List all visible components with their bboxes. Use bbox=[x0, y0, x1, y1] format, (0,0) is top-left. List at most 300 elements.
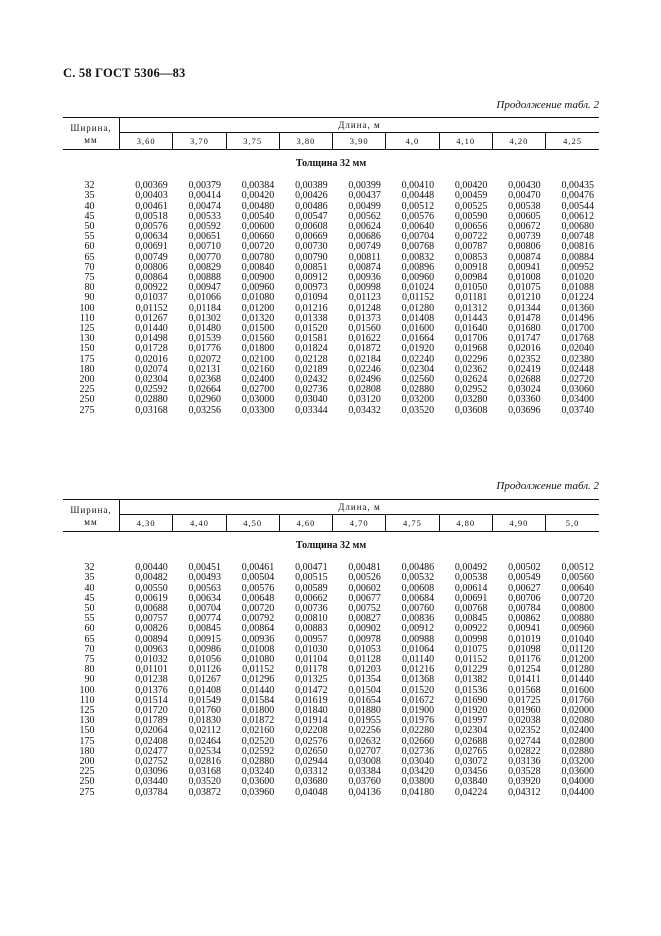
volume-value: 0,00806 bbox=[135, 261, 168, 273]
volume-value: 0,02074 bbox=[135, 363, 168, 375]
width-value: 55 bbox=[84, 231, 95, 243]
width-value: 70 bbox=[84, 643, 95, 655]
width-value: 75 bbox=[84, 272, 95, 284]
volume-value: 0,01128 bbox=[348, 654, 381, 666]
volume-value: 0,04224 bbox=[454, 786, 488, 798]
volume-value: 0,01368 bbox=[401, 674, 435, 686]
volume-value: 0,00608 bbox=[401, 582, 435, 594]
volume-value: 0,00399 bbox=[348, 180, 381, 192]
volume-value: 0,01181 bbox=[455, 292, 488, 304]
volume-value: 0,01496 bbox=[561, 312, 594, 324]
volume-value: 0,01053 bbox=[348, 643, 381, 655]
volume-value: 0,00862 bbox=[508, 613, 541, 625]
volume-value: 0,02368 bbox=[188, 374, 222, 386]
volume-value: 0,02520 bbox=[241, 735, 275, 747]
volume-value: 0,01238 bbox=[135, 674, 168, 686]
volume-value: 0,00912 bbox=[295, 272, 328, 284]
volume-value: 0,00640 bbox=[561, 582, 594, 594]
volume-value: 0,00840 bbox=[241, 261, 275, 273]
volume-value: 0,02040 bbox=[561, 343, 594, 355]
volume-value: 0,02944 bbox=[295, 756, 328, 768]
volume-value: 0,01664 bbox=[401, 333, 435, 345]
volume-value: 0,00827 bbox=[348, 613, 381, 625]
volume-value: 0,00379 bbox=[188, 180, 222, 192]
volume-value: 0,00806 bbox=[508, 241, 541, 253]
volume-value: 0,00874 bbox=[508, 251, 541, 263]
volume-value: 0,00957 bbox=[295, 633, 328, 645]
volume-value: 0,01824 bbox=[295, 343, 328, 355]
weight-table-1 bbox=[63, 117, 599, 416]
table-header bbox=[63, 118, 599, 150]
volume-value: 0,01976 bbox=[401, 715, 435, 727]
volume-value: 0,03456 bbox=[454, 766, 488, 778]
table-continuation-caption: Продолжение табл. 2 bbox=[496, 99, 599, 111]
volume-value: 0,02624 bbox=[454, 374, 488, 386]
volume-value: 0,01840 bbox=[295, 705, 328, 717]
volume-value: 0,03280 bbox=[454, 394, 488, 406]
thickness-section-row bbox=[63, 532, 599, 564]
volume-value: 0,00538 bbox=[454, 572, 488, 584]
volume-value: 0,01654 bbox=[348, 694, 381, 706]
volume-value: 0,01152 bbox=[242, 664, 275, 676]
volume-value: 0,00384 bbox=[241, 180, 275, 192]
volume-value: 0,01152 bbox=[455, 654, 488, 666]
volume-value: 0,01080 bbox=[241, 292, 275, 304]
volume-value: 0,00544 bbox=[561, 200, 594, 212]
volume-value: 0,01344 bbox=[508, 302, 541, 314]
volume-value: 0,01296 bbox=[241, 674, 275, 686]
length-value: 3,90 bbox=[333, 133, 386, 150]
header-row bbox=[63, 500, 599, 515]
volume-value: 0,01152 bbox=[135, 302, 168, 314]
volume-value: 0,00502 bbox=[508, 562, 541, 574]
volume-value: 0,00691 bbox=[454, 592, 488, 604]
volume-value: 0,00922 bbox=[135, 282, 168, 294]
volume-value: 0,02064 bbox=[135, 725, 168, 737]
volume-value: 0,00936 bbox=[348, 272, 381, 284]
width-value: 80 bbox=[84, 282, 95, 294]
volume-value: 0,01768 bbox=[561, 333, 594, 345]
volume-value: 0,01968 bbox=[454, 343, 488, 355]
volume-value: 0,00549 bbox=[508, 572, 541, 584]
volume-value: 0,02632 bbox=[348, 735, 381, 747]
volume-value: 0,01312 bbox=[454, 302, 488, 314]
volume-value: 0,00499 bbox=[348, 200, 381, 212]
volume-value: 0,01955 bbox=[348, 715, 381, 727]
volume-value: 0,00941 bbox=[508, 261, 541, 273]
volume-value: 0,02448 bbox=[561, 363, 594, 375]
volume-value: 0,02720 bbox=[561, 374, 594, 386]
volume-value: 0,03520 bbox=[401, 404, 435, 416]
volume-value: 0,00481 bbox=[348, 562, 381, 574]
volume-value: 0,00515 bbox=[295, 572, 328, 584]
volume-value: 0,01320 bbox=[241, 312, 275, 324]
volume-value: 0,01248 bbox=[348, 302, 381, 314]
length-value: 4,50 bbox=[226, 515, 279, 532]
volume-value: 0,02304 bbox=[135, 374, 168, 386]
width-value: 150 bbox=[79, 343, 95, 355]
width-value: 90 bbox=[84, 292, 95, 304]
volume-value: 0,03920 bbox=[508, 776, 541, 788]
volume-value: 0,01080 bbox=[241, 654, 275, 666]
volume-value: 0,01539 bbox=[188, 333, 222, 345]
weight-table-2 bbox=[63, 499, 599, 798]
width-value: 35 bbox=[84, 190, 95, 202]
volume-value: 0,02700 bbox=[241, 384, 275, 396]
volume-value: 0,01030 bbox=[295, 643, 328, 655]
volume-value: 0,02808 bbox=[348, 384, 381, 396]
volume-value: 0,00437 bbox=[348, 190, 381, 202]
volume-value: 0,01094 bbox=[295, 292, 328, 304]
volume-value: 0,00730 bbox=[295, 241, 328, 253]
volume-value: 0,00627 bbox=[508, 582, 541, 594]
length-value: 4,20 bbox=[492, 133, 545, 150]
volume-value: 0,04048 bbox=[295, 786, 328, 798]
volume-value: 0,02496 bbox=[348, 374, 381, 386]
volume-value: 0,00780 bbox=[241, 251, 275, 263]
volume-value: 0,00651 bbox=[188, 231, 222, 243]
volume-value: 0,00691 bbox=[135, 241, 168, 253]
length-header: Длина, м bbox=[120, 500, 600, 515]
volume-value: 0,03432 bbox=[348, 404, 381, 416]
volume-value: 0,01267 bbox=[135, 312, 168, 324]
volume-value: 0,00414 bbox=[188, 190, 222, 202]
volume-value: 0,00470 bbox=[508, 190, 541, 202]
volume-value: 0,00512 bbox=[561, 562, 594, 574]
volume-value: 0,01229 bbox=[454, 664, 488, 676]
volume-value: 0,03600 bbox=[561, 766, 594, 778]
volume-value: 0,00590 bbox=[454, 210, 488, 222]
width-value: 45 bbox=[84, 210, 95, 222]
volume-value: 0,01536 bbox=[454, 684, 488, 696]
volume-value: 0,01101 bbox=[135, 664, 168, 676]
volume-value: 0,02880 bbox=[401, 384, 435, 396]
width-label: Ширина, bbox=[70, 504, 112, 515]
volume-value: 0,01152 bbox=[401, 292, 435, 304]
volume-value: 0,00634 bbox=[188, 592, 222, 604]
width-value: 125 bbox=[79, 705, 95, 717]
volume-value: 0,01075 bbox=[454, 643, 488, 655]
volume-value: 0,03400 bbox=[561, 394, 594, 406]
width-value: 130 bbox=[79, 333, 95, 345]
volume-value: 0,02038 bbox=[508, 715, 541, 727]
volume-value: 0,02400 bbox=[561, 725, 594, 737]
volume-value: 0,00984 bbox=[454, 272, 488, 284]
volume-value: 0,00562 bbox=[348, 210, 381, 222]
volume-value: 0,01872 bbox=[348, 343, 381, 355]
volume-value: 0,01789 bbox=[135, 715, 168, 727]
volume-value: 0,01126 bbox=[188, 664, 222, 676]
table-row bbox=[63, 406, 599, 416]
volume-value: 0,01600 bbox=[401, 323, 435, 335]
volume-value: 0,03136 bbox=[508, 756, 541, 768]
width-unit-label: мм bbox=[84, 134, 98, 145]
volume-value: 0,00941 bbox=[508, 623, 541, 635]
volume-value: 0,01690 bbox=[454, 694, 488, 706]
volume-value: 0,00656 bbox=[454, 221, 488, 233]
width-value: 32 bbox=[84, 180, 95, 192]
volume-value: 0,01050 bbox=[454, 282, 488, 294]
volume-value: 0,00435 bbox=[561, 180, 594, 192]
volume-value: 0,02112 bbox=[188, 725, 222, 737]
volume-value: 0,00461 bbox=[135, 200, 168, 212]
volume-value: 0,03040 bbox=[295, 394, 328, 406]
volume-value: 0,00677 bbox=[348, 592, 381, 604]
volume-value: 0,01830 bbox=[188, 715, 222, 727]
table-continuation-caption: Продолжение табл. 2 bbox=[496, 480, 599, 492]
width-value: 225 bbox=[79, 766, 95, 778]
volume-value: 0,02650 bbox=[295, 745, 328, 757]
volume-value: 0,00547 bbox=[295, 210, 328, 222]
volume-value: 0,02352 bbox=[508, 725, 541, 737]
volume-value: 0,00448 bbox=[401, 190, 435, 202]
volume-value: 0,00560 bbox=[561, 572, 594, 584]
thickness-label: Толщина 32 мм bbox=[295, 158, 367, 169]
volume-value: 0,04312 bbox=[508, 786, 541, 798]
volume-value: 0,00864 bbox=[241, 623, 275, 635]
volume-value: 0,01104 bbox=[295, 654, 328, 666]
volume-value: 0,03520 bbox=[188, 776, 222, 788]
volume-value: 0,01254 bbox=[508, 664, 541, 676]
volume-value: 0,00760 bbox=[401, 603, 435, 615]
width-unit-label: мм bbox=[84, 516, 98, 527]
data-table bbox=[63, 117, 599, 416]
volume-value: 0,02016 bbox=[508, 343, 541, 355]
width-value: 175 bbox=[79, 353, 95, 365]
volume-value: 0,00706 bbox=[508, 592, 541, 604]
volume-value: 0,03256 bbox=[188, 404, 222, 416]
volume-value: 0,03008 bbox=[348, 756, 381, 768]
volume-value: 0,00936 bbox=[241, 633, 275, 645]
volume-value: 0,01440 bbox=[561, 674, 594, 686]
volume-value: 0,03200 bbox=[561, 756, 594, 768]
volume-value: 0,00720 bbox=[561, 592, 594, 604]
length-value: 4,60 bbox=[279, 515, 332, 532]
volume-value: 0,00836 bbox=[401, 613, 435, 625]
width-value: 125 bbox=[79, 323, 95, 335]
length-value: 3,75 bbox=[226, 133, 279, 150]
volume-value: 0,00492 bbox=[454, 562, 488, 574]
volume-value: 0,00662 bbox=[295, 592, 328, 604]
length-values-row bbox=[63, 133, 599, 150]
volume-value: 0,01216 bbox=[401, 664, 435, 676]
volume-value: 0,00757 bbox=[135, 613, 168, 625]
volume-value: 0,02560 bbox=[401, 374, 435, 386]
volume-value: 0,02688 bbox=[508, 374, 541, 386]
volume-value: 0,00389 bbox=[295, 180, 328, 192]
volume-value: 0,01200 bbox=[241, 302, 275, 314]
volume-value: 0,03760 bbox=[348, 776, 381, 788]
width-value: 90 bbox=[84, 674, 95, 686]
length-value: 3,80 bbox=[279, 133, 332, 150]
volume-value: 0,00550 bbox=[135, 582, 168, 594]
volume-value: 0,01680 bbox=[508, 323, 541, 335]
volume-value: 0,00952 bbox=[561, 261, 594, 273]
volume-value: 0,01354 bbox=[348, 674, 381, 686]
volume-value: 0,02800 bbox=[561, 735, 594, 747]
volume-value: 0,00403 bbox=[135, 190, 168, 202]
volume-value: 0,01700 bbox=[561, 323, 594, 335]
volume-value: 0,00912 bbox=[401, 623, 435, 635]
volume-value: 0,01440 bbox=[241, 684, 275, 696]
width-value: 80 bbox=[84, 664, 95, 676]
volume-value: 0,00832 bbox=[401, 251, 435, 263]
volume-value: 0,02016 bbox=[135, 353, 168, 365]
table-body bbox=[63, 532, 599, 798]
thickness-section-row bbox=[63, 150, 599, 182]
volume-value: 0,01960 bbox=[508, 705, 541, 717]
volume-value: 0,00640 bbox=[401, 221, 435, 233]
length-value: 4,70 bbox=[333, 515, 386, 532]
volume-value: 0,02128 bbox=[295, 353, 328, 365]
volume-value: 0,00888 bbox=[188, 272, 222, 284]
volume-value: 0,00518 bbox=[135, 210, 168, 222]
volume-value: 0,03696 bbox=[508, 404, 541, 416]
width-value: 110 bbox=[79, 312, 95, 324]
volume-value: 0,01747 bbox=[508, 333, 541, 345]
width-value: 75 bbox=[84, 654, 95, 666]
volume-value: 0,00792 bbox=[241, 613, 275, 625]
volume-value: 0,02752 bbox=[135, 756, 168, 768]
volume-value: 0,01098 bbox=[508, 643, 541, 655]
volume-value: 0,04000 bbox=[561, 776, 594, 788]
volume-value: 0,03120 bbox=[348, 394, 381, 406]
volume-value: 0,00532 bbox=[401, 572, 435, 584]
volume-value: 0,01040 bbox=[561, 633, 594, 645]
volume-value: 0,02100 bbox=[241, 353, 275, 365]
volume-value: 0,01728 bbox=[135, 343, 168, 355]
volume-value: 0,01880 bbox=[348, 705, 381, 717]
volume-value: 0,00986 bbox=[188, 643, 222, 655]
volume-value: 0,01200 bbox=[561, 654, 594, 666]
volume-value: 0,00669 bbox=[295, 231, 328, 243]
volume-value: 0,00660 bbox=[241, 231, 275, 243]
volume-value: 0,00688 bbox=[135, 603, 168, 615]
volume-value: 0,01600 bbox=[561, 684, 594, 696]
length-value: 3,60 bbox=[120, 133, 173, 150]
volume-value: 0,01725 bbox=[508, 694, 541, 706]
width-value: 55 bbox=[84, 613, 95, 625]
width-value: 175 bbox=[79, 735, 95, 747]
volume-value: 0,03344 bbox=[295, 404, 328, 416]
width-value: 200 bbox=[79, 756, 95, 768]
volume-value: 0,03800 bbox=[401, 776, 435, 788]
width-value: 110 bbox=[79, 694, 95, 706]
volume-value: 0,01800 bbox=[241, 343, 275, 355]
width-value: 180 bbox=[79, 363, 95, 375]
width-value: 40 bbox=[84, 582, 95, 594]
page-header: С. 58 ГОСТ 5306—83 bbox=[63, 66, 186, 80]
volume-value: 0,01760 bbox=[561, 694, 594, 706]
volume-value: 0,00810 bbox=[295, 613, 328, 625]
volume-value: 0,03040 bbox=[401, 756, 435, 768]
volume-value: 0,01020 bbox=[561, 272, 594, 284]
length-value: 3,70 bbox=[173, 133, 226, 150]
volume-value: 0,00680 bbox=[561, 221, 594, 233]
volume-value: 0,00451 bbox=[188, 562, 222, 574]
volume-value: 0,02240 bbox=[401, 353, 435, 365]
volume-value: 0,01560 bbox=[241, 333, 275, 345]
volume-value: 0,01178 bbox=[295, 664, 328, 676]
volume-value: 0,00829 bbox=[188, 261, 222, 273]
volume-value: 0,01914 bbox=[295, 715, 328, 727]
volume-value: 0,01088 bbox=[561, 282, 594, 294]
volume-value: 0,00720 bbox=[241, 603, 275, 615]
volume-value: 0,01872 bbox=[241, 715, 275, 727]
volume-value: 0,02592 bbox=[135, 384, 168, 396]
volume-value: 0,02464 bbox=[188, 735, 222, 747]
volume-value: 0,02688 bbox=[454, 735, 488, 747]
volume-value: 0,03528 bbox=[508, 766, 541, 778]
volume-value: 0,01075 bbox=[508, 282, 541, 294]
length-value: 4,30 bbox=[120, 515, 173, 532]
volume-value: 0,01584 bbox=[241, 694, 275, 706]
volume-value: 0,00602 bbox=[348, 582, 381, 594]
volume-value: 0,01581 bbox=[295, 333, 328, 345]
volume-value: 0,01019 bbox=[508, 633, 541, 645]
volume-value: 0,03000 bbox=[241, 394, 275, 406]
width-value: 275 bbox=[79, 786, 95, 798]
volume-value: 0,01280 bbox=[561, 664, 594, 676]
volume-value: 0,00486 bbox=[295, 200, 328, 212]
volume-value: 0,02380 bbox=[561, 353, 594, 365]
volume-value: 0,01360 bbox=[561, 302, 594, 314]
volume-value: 0,00608 bbox=[295, 221, 328, 233]
volume-value: 0,02822 bbox=[508, 745, 541, 757]
width-value: 35 bbox=[84, 572, 95, 584]
table-header bbox=[63, 500, 599, 532]
width-value: 70 bbox=[84, 261, 95, 273]
volume-value: 0,00710 bbox=[188, 241, 222, 253]
volume-value: 0,00369 bbox=[135, 180, 168, 192]
volume-value: 0,01920 bbox=[401, 343, 435, 355]
volume-value: 0,00902 bbox=[348, 623, 381, 635]
volume-value: 0,00770 bbox=[188, 251, 222, 263]
volume-value: 0,02816 bbox=[188, 756, 222, 768]
width-value: 150 bbox=[79, 725, 95, 737]
volume-value: 0,01008 bbox=[508, 272, 541, 284]
volume-value: 0,00774 bbox=[188, 613, 222, 625]
volume-value: 0,00525 bbox=[454, 200, 488, 212]
volume-value: 0,00811 bbox=[348, 251, 381, 263]
volume-value: 0,01267 bbox=[188, 674, 222, 686]
volume-value: 0,02952 bbox=[454, 384, 488, 396]
volume-value: 0,02534 bbox=[188, 745, 222, 757]
length-header: Длина, м bbox=[120, 118, 600, 133]
volume-value: 0,02880 bbox=[135, 394, 168, 406]
volume-value: 0,04180 bbox=[401, 786, 435, 798]
volume-value: 0,00538 bbox=[508, 200, 541, 212]
volume-value: 0,01720 bbox=[135, 705, 168, 717]
volume-value: 0,01619 bbox=[295, 694, 328, 706]
volume-value: 0,02400 bbox=[241, 374, 275, 386]
volume-value: 0,01478 bbox=[508, 312, 541, 324]
volume-value: 0,02184 bbox=[348, 353, 381, 365]
volume-value: 0,02419 bbox=[508, 363, 541, 375]
volume-value: 0,03312 bbox=[295, 766, 328, 778]
volume-value: 0,03740 bbox=[561, 404, 594, 416]
volume-value: 0,00880 bbox=[561, 613, 594, 625]
volume-value: 0,00874 bbox=[348, 261, 381, 273]
volume-value: 0,04400 bbox=[561, 786, 594, 798]
volume-value: 0,00748 bbox=[561, 231, 594, 243]
volume-value: 0,02477 bbox=[135, 745, 168, 757]
volume-value: 0,00648 bbox=[241, 592, 275, 604]
volume-value: 0,01800 bbox=[241, 705, 275, 717]
length-value: 4,40 bbox=[173, 515, 226, 532]
volume-value: 0,00486 bbox=[401, 562, 435, 574]
volume-value: 0,02080 bbox=[561, 715, 594, 727]
